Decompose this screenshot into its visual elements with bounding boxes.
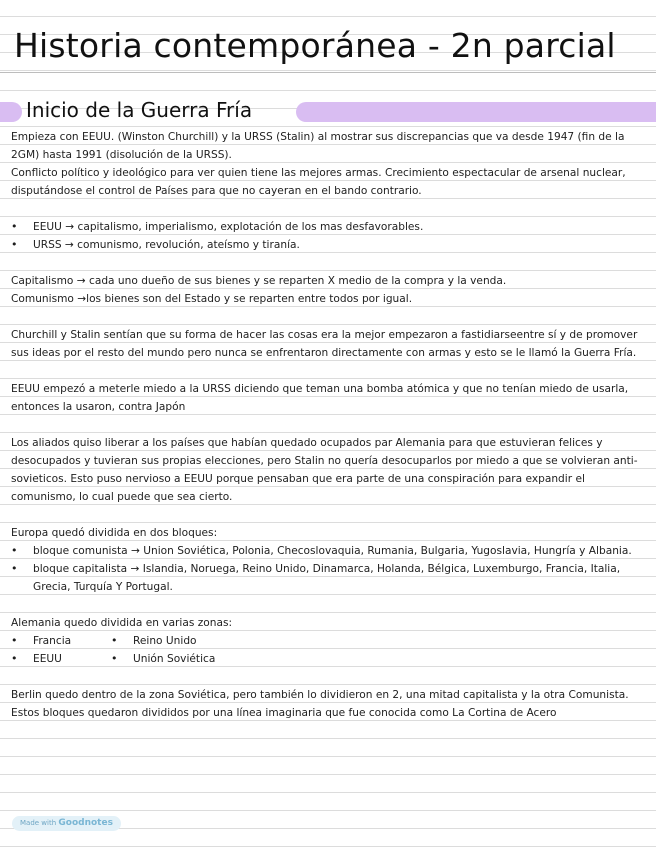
bullet-urss: • URSS → comunismo, revolución, ateísmo y tiranía. [11,236,641,254]
page-title: Historia contemporánea - 2n parcial [14,26,616,65]
goodnotes-watermark [12,816,121,831]
section-highlight-right [296,102,656,122]
definition-capitalismo: Capitalismo → cada uno dueño de sus bienes y se reparten X medio de la compra y la venda. [11,275,507,287]
paragraph-aliados: Los aliados quiso liberar a los países que habían quedado ocupados par Alemania para que estuvieran felices y desocupados y tuvieran sus propias elecciones, pero Stalin no quería desocuparlos por miedo a que se volvieran anti-sovieticos. Esto puso nervioso a EEUU porque pensaban que era parte de una conspiración para expandir el comunismo, lo cual puede que sea cierto. [11,437,638,503]
zone-item: • EEUU [11,650,111,668]
paragraph-berlin: Berlin quedo dentro de la zona Soviética, pero también lo dividieron en 2, una mitad capitalista y la otra Comunista. Estos bloques quedaron divididos por una línea imaginaria que fue conocida como La Cortina de Acero [11,689,629,719]
paragraph-eeuu-bomba: EEUU empezó a meterle miedo a la URSS diciendo que teman una bomba atómica y que no tenían miedo de usarla, entonces la usaron, contra Japón [11,383,629,413]
section-heading: Inicio de la Guerra Fría [26,98,253,122]
definition-comunismo: Comunismo →los bienes son del Estado y se reparten entre todos por igual. [11,293,413,305]
paragraph-conflict: Conflicto político y ideológico para ver quien tiene las mejores armas. Crecimiento espectacular de arsenal nuclear, disputándose el control de Países para que no cayeran en el bando contrario. [11,167,626,197]
title-divider [0,72,656,73]
zone-item: • Reino Unido [111,632,197,650]
note-content [11,128,641,722]
bullet-eeuu: • EEUU → capitalismo, imperialismo, explotación de los mas desfavorables. [11,218,641,236]
alemania-intro: Alemania quedo dividida en varias zonas: [11,617,233,629]
zones-row-1 [11,632,641,650]
bullet-bloque-comunista: • bloque comunista → Union Soviética, Polonia, Checoslovaquia, Rumania, Bulgaria, Yugoslavia, Hungría y Albania. [11,542,641,560]
paragraph-intro: Empieza con EEUU. (Winston Churchill) y la URSS (Stalin) al mostrar sus discrepancias que va desde 1947 (fin de la 2GM) hasta 1991 (disolución de la URSS). [11,131,625,161]
zone-item: • Francia [11,632,111,650]
watermark-prefix: Made with [20,819,57,827]
zone-item: • Unión Soviética [111,650,215,668]
section-highlight-left [0,102,22,122]
watermark-brand: Goodnotes [58,818,113,828]
paragraph-churchill-stalin: Churchill y Stalin sentían que su forma de hacer las cosas era la mejor empezaron a fastidiarseentre sí y de promover sus ideas por el resto del mundo pero nunca se enfrentaron directamente con armas y esto se le llamó la Guerra Fría. [11,329,638,359]
bullet-bloque-capitalista: • bloque capitalista → Islandia, Noruega, Reino Unido, Dinamarca, Holanda, Bélgica, Luxemburgo, Francia, Italia, Grecia, Turquía Y Portugal. [11,560,641,596]
zones-row-2 [11,650,641,668]
europa-intro: Europa quedó dividida en dos bloques: [11,527,218,539]
